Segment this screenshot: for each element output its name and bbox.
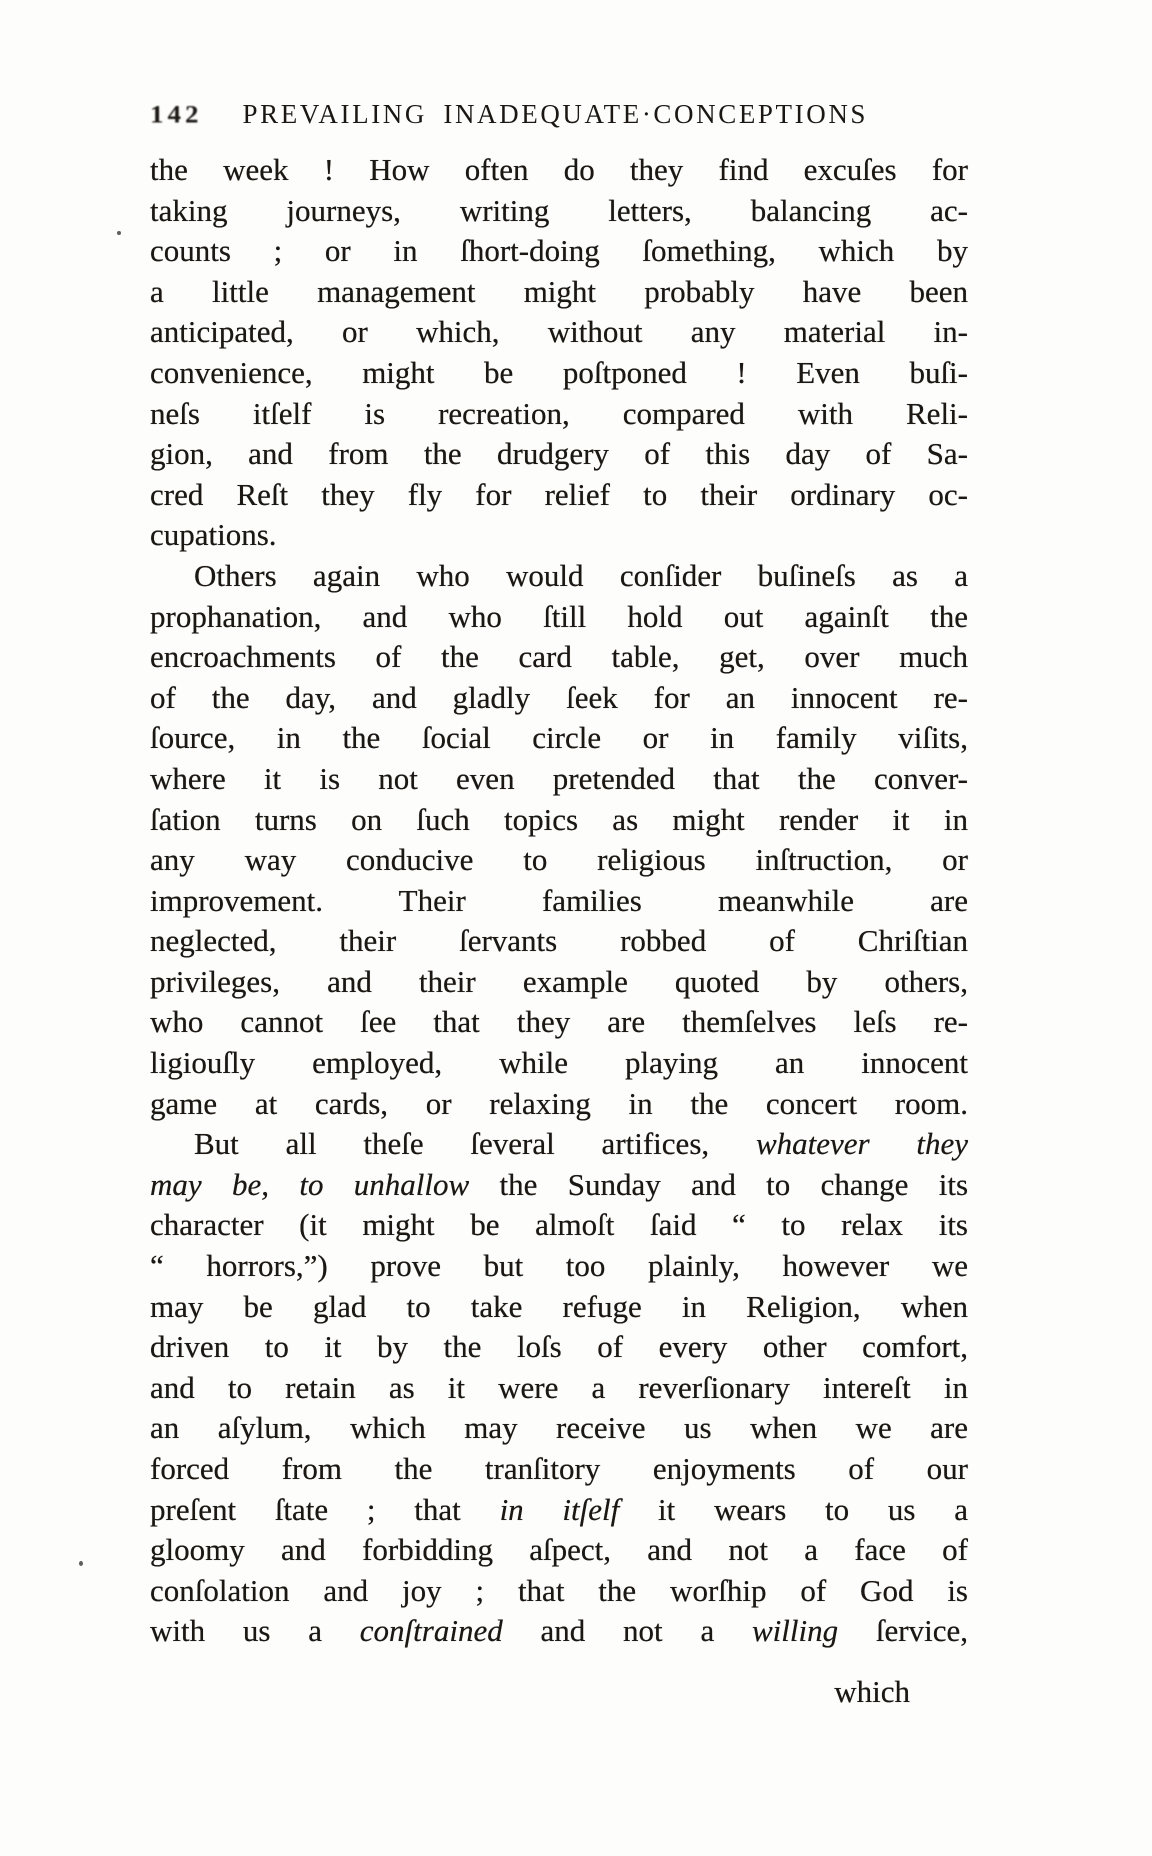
- text-line: gloomy and forbidding aſpect, and not a face of: [150, 1532, 968, 1568]
- text-line: ſource, in the ſocial circle or in family viſits,: [150, 720, 968, 756]
- text-line: preſent ſtate ; that in itſelf it wears to us a: [150, 1491, 969, 1527]
- text-line: driven to it by the loſs of every other comfort,: [150, 1329, 968, 1365]
- text-line: a little management might probably have been: [150, 273, 968, 309]
- text-line: improvement. Their families meanwhile are: [150, 882, 968, 918]
- text-line: Others again who would conſider buſineſs as a: [194, 557, 968, 593]
- text-line: game at cards, or relaxing in the concert room.: [150, 1085, 968, 1121]
- catchword: which: [834, 1674, 910, 1709]
- text-line: neglected, their ſervants robbed of Chriſtian: [150, 923, 968, 959]
- text-line: an aſylum, which may receive us when we are: [150, 1410, 968, 1446]
- text-line: neſs itſelf is recreation, compared with Reli-: [150, 395, 968, 431]
- text-line: may be, to unhallow the Sunday and to change its: [150, 1166, 969, 1202]
- text-line: who cannot ſee that they are themſelves leſs re-: [150, 1004, 968, 1040]
- text-line: character (it might be almoſt ſaid “ to relax its: [150, 1207, 968, 1243]
- text-line: taking journeys, writing letters, balancing ac-: [150, 192, 968, 228]
- text-line: with us a conſtrained and not a willing ſervice,: [150, 1613, 969, 1649]
- scan-speck: [117, 231, 121, 235]
- text-line: “ horrors,”) prove but too plainly, however we: [150, 1248, 968, 1284]
- text-line: of the day, and gladly ſeek for an innocent re-: [150, 679, 968, 715]
- body-text: [150, 150, 968, 1652]
- page-number: 142: [150, 99, 203, 129]
- text-line: prophanation, and who ſtill hold out againſt the: [150, 598, 968, 634]
- running-title: PREVAILING INADEQUATE·CONCEPTIONS: [242, 98, 869, 130]
- page-header: [150, 99, 968, 130]
- text-line: forced from the tranſitory enjoyments of our: [150, 1451, 968, 1486]
- text-line: gion, and from the drudgery of this day of Sa-: [150, 436, 968, 472]
- text-line: privileges, and their example quoted by others,: [150, 963, 968, 999]
- text-line: cupations.: [150, 517, 277, 553]
- text-line: anticipated, or which, without any material in-: [150, 314, 968, 350]
- text-line: encroachments of the card table, get, over much: [150, 639, 968, 675]
- text-line: and to retain as it were a reverſionary intereſt in: [150, 1369, 968, 1405]
- text-line: ſation turns on ſuch topics as might render it in: [150, 801, 968, 837]
- text-line: ligiouſly employed, while playing an innocent: [150, 1045, 968, 1081]
- text-line: may be glad to take refuge in Religion, when: [150, 1288, 968, 1324]
- text-line: conſolation and joy ; that the worſhip of God is: [150, 1572, 968, 1608]
- text-line: the week ! How often do they find excuſes for: [150, 152, 968, 187]
- text-line: convenience, might be poſtponed ! Even buſi-: [150, 354, 968, 390]
- text-line: counts ; or in ſhort-doing ſomething, which by: [150, 233, 968, 269]
- text-line: cred Reſt they fly for relief to their ordinary oc-: [150, 476, 968, 512]
- scan-speck: [79, 1561, 83, 1566]
- text-line: where it is not even pretended that the conver-: [150, 760, 968, 796]
- text-line: any way conducive to religious inſtruction, or: [150, 842, 968, 878]
- text-line: But all theſe ſeveral artifices, whatever they: [194, 1126, 969, 1162]
